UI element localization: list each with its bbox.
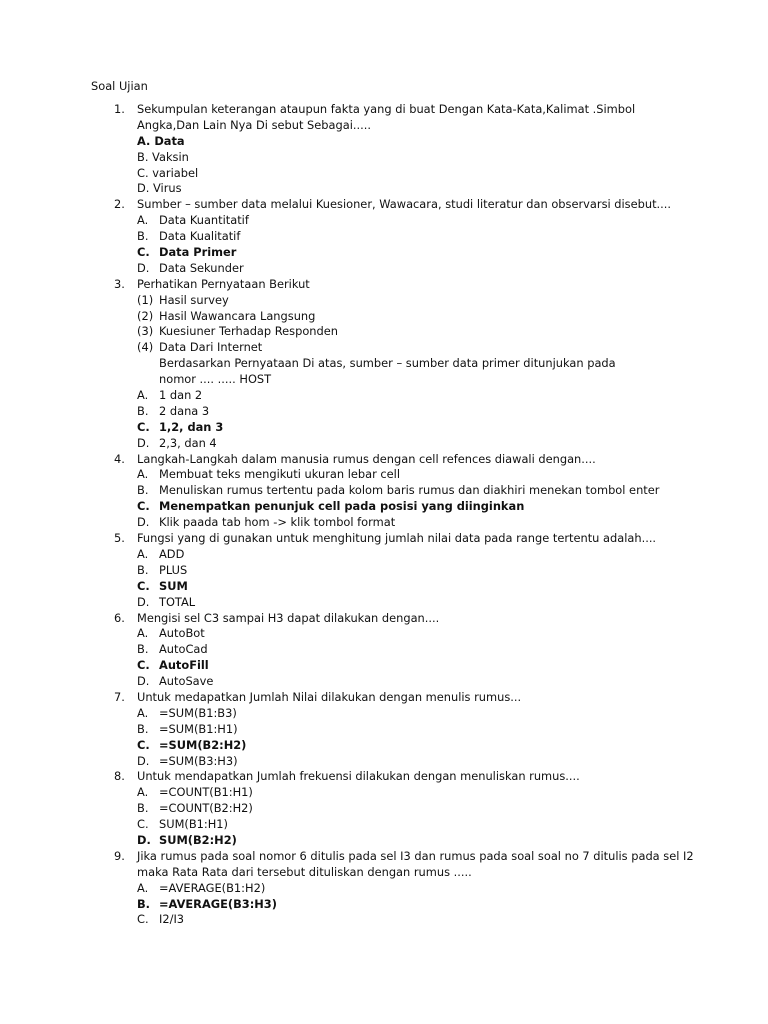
question-list <box>0 102 768 928</box>
option-text: AutoFill <box>159 658 209 673</box>
option-marker: C. <box>137 499 150 514</box>
option-text: B. Vaksin <box>137 149 189 164</box>
question-text: Perhatikan Pernyataan Berikut <box>137 276 310 291</box>
option-text: =SUM(B2:H2) <box>159 737 247 752</box>
option-marker: D. <box>137 674 150 689</box>
question-text: nomor .... ..... HOST <box>159 372 272 387</box>
answer-option <box>0 515 768 531</box>
option-marker: B. <box>137 403 149 418</box>
answer-option <box>0 134 768 150</box>
option-text: TOTAL <box>159 594 196 609</box>
question-line <box>0 102 768 118</box>
option-text: C. variabel <box>137 165 199 180</box>
answer-option <box>0 674 768 690</box>
question-line <box>0 611 768 627</box>
statement-marker: (1) <box>137 292 154 307</box>
statement-item <box>0 309 768 325</box>
option-marker: C. <box>137 578 150 593</box>
option-marker: A. <box>137 626 149 641</box>
question-text: Berdasarkan Pernyataan Di atas, sumber – sumber data primer ditunjukan pada <box>159 356 616 371</box>
question-line <box>0 118 768 134</box>
option-text: =SUM(B1:H1) <box>159 721 238 736</box>
question-number: 2. <box>114 197 125 212</box>
answer-option <box>0 563 768 579</box>
question-text: Angka,Dan Lain Nya Di sebut Sebagai..... <box>137 117 371 132</box>
option-text: 2 dana 3 <box>159 403 210 418</box>
option-marker: B. <box>137 229 149 244</box>
option-text: =COUNT(B1:H1) <box>159 785 253 800</box>
answer-option <box>0 833 768 849</box>
answer-option <box>0 626 768 642</box>
answer-option <box>0 166 768 182</box>
answer-option <box>0 706 768 722</box>
answer-option <box>0 213 768 229</box>
statement-item <box>0 324 768 340</box>
question-line <box>0 865 768 881</box>
answer-option <box>0 897 768 913</box>
answer-option <box>0 754 768 770</box>
option-marker: A. <box>137 388 149 403</box>
answer-option <box>0 245 768 261</box>
option-marker: C. <box>137 912 149 927</box>
question-line <box>0 452 768 468</box>
option-marker: B. <box>137 483 149 498</box>
answer-option <box>0 722 768 738</box>
question-text: Mengisi sel C3 sampai H3 dapat dilakukan dengan.... <box>137 610 440 625</box>
option-text: 1,2, dan 3 <box>159 419 224 434</box>
option-marker: B. <box>137 721 149 736</box>
answer-option <box>0 483 768 499</box>
option-marker: A. <box>137 785 149 800</box>
statement-text: Hasil Wawancara Langsung <box>159 308 316 323</box>
answer-option <box>0 595 768 611</box>
option-text: Data Kualitatif <box>159 229 241 244</box>
answer-option <box>0 547 768 563</box>
option-text: =COUNT(B2:H2) <box>159 801 253 816</box>
statement-text: Kuesiuner Terhadap Responden <box>159 324 338 339</box>
answer-option <box>0 229 768 245</box>
option-marker: C. <box>137 419 150 434</box>
option-text: PLUS <box>159 562 188 577</box>
option-marker: B. <box>137 642 149 657</box>
answer-option <box>0 388 768 404</box>
option-marker: B. <box>137 896 151 911</box>
answer-option <box>0 658 768 674</box>
answer-option <box>0 404 768 420</box>
question-number: 5. <box>114 531 125 546</box>
answer-option <box>0 499 768 515</box>
option-text: SUM(B1:H1) <box>159 817 228 832</box>
question-text: Untuk mendapatkan Jumlah frekuensi dilakukan dengan menuliskan rumus.... <box>137 769 580 784</box>
question-number: 8. <box>114 769 125 784</box>
option-marker: D. <box>137 515 150 530</box>
option-text: Data Kuantitatif <box>159 213 249 228</box>
question-line <box>0 769 768 785</box>
answer-option <box>0 150 768 166</box>
option-marker: B. <box>137 801 149 816</box>
question-line <box>0 277 768 293</box>
option-text: Klik paada tab hom -> klik tombol format <box>159 515 396 530</box>
option-text: 1 dan 2 <box>159 388 203 403</box>
option-text: =AVERAGE(B3:H3) <box>159 896 277 911</box>
option-text: I2/I3 <box>159 912 185 927</box>
question-number: 9. <box>114 848 125 863</box>
question-number: 6. <box>114 610 125 625</box>
question-line <box>0 356 768 372</box>
answer-option <box>0 579 768 595</box>
option-marker: D. <box>137 260 150 275</box>
question-number: 1. <box>114 102 125 116</box>
option-text: A. Data <box>137 133 185 148</box>
statement-text: Hasil survey <box>159 292 229 307</box>
option-marker: A. <box>137 213 149 228</box>
option-text: =AVERAGE(B1:H2) <box>159 880 266 895</box>
question-number: 7. <box>114 689 125 704</box>
option-text: AutoBot <box>159 626 205 641</box>
question-text: Fungsi yang di gunakan untuk menghitung jumlah nilai data pada range tertentu adalah.... <box>137 531 657 546</box>
answer-option <box>0 436 768 452</box>
option-marker: D. <box>137 832 151 847</box>
option-text: Membuat teks mengikuti ukuran lebar cell <box>159 467 400 482</box>
answer-option <box>0 801 768 817</box>
answer-option <box>0 912 768 928</box>
option-text: =SUM(B1:B3) <box>159 705 237 720</box>
page-title: Soal Ujian <box>91 79 148 93</box>
option-text: Data Primer <box>159 245 237 260</box>
statement-text: Data Dari Internet <box>159 340 263 355</box>
answer-option <box>0 420 768 436</box>
statement-item <box>0 340 768 356</box>
answer-option <box>0 881 768 897</box>
option-marker: A. <box>137 467 149 482</box>
statement-marker: (4) <box>137 340 154 355</box>
question-line <box>0 197 768 213</box>
option-text: Data Sekunder <box>159 260 244 275</box>
option-marker: A. <box>137 880 149 895</box>
question-line <box>0 849 768 865</box>
option-marker: A. <box>137 705 149 720</box>
option-text: SUM(B2:H2) <box>159 832 237 847</box>
question-text: Langkah-Langkah dalam manusia rumus dengan cell refences diawali dengan.... <box>137 451 596 466</box>
option-marker: D. <box>137 753 150 768</box>
question-line <box>0 690 768 706</box>
question-line <box>0 372 768 388</box>
option-text: SUM <box>159 578 188 593</box>
statement-marker: (2) <box>137 308 154 323</box>
option-marker: C. <box>137 817 149 832</box>
answer-option <box>0 181 768 197</box>
option-text: =SUM(B3:H3) <box>159 753 238 768</box>
option-text: Menuliskan rumus tertentu pada kolom baris rumus dan diakhiri menekan tombol enter <box>159 483 660 498</box>
option-text: AutoCad <box>159 642 208 657</box>
option-text: 2,3, dan 4 <box>159 435 217 450</box>
question-number: 4. <box>114 451 125 466</box>
option-marker: D. <box>137 594 150 609</box>
option-marker: D. <box>137 435 150 450</box>
option-text: D. Virus <box>137 181 182 196</box>
question-text: Sumber – sumber data melalui Kuesioner, Wawacara, studi literatur dan observarsi disebut.... <box>137 197 672 212</box>
question-text: Jika rumus pada soal nomor 6 ditulis pada sel I3 dan rumus pada soal soal no 7 ditulis pada sel I2 <box>137 848 694 863</box>
question-text: Sekumpulan keterangan ataupun fakta yang di buat Dengan Kata-Kata,Kalimat .Simbol <box>137 102 636 116</box>
answer-option <box>0 467 768 483</box>
statement-item <box>0 293 768 309</box>
question-text: Untuk medapatkan Jumlah Nilai dilakukan dengan menulis rumus... <box>137 689 522 704</box>
answer-option <box>0 817 768 833</box>
question-text: maka Rata Rata dari tersebut dituliskan dengan rumus ..... <box>137 864 472 879</box>
option-text: ADD <box>159 546 185 561</box>
option-text: Menempatkan penunjuk cell pada posisi yang diinginkan <box>159 499 525 514</box>
statement-marker: (3) <box>137 324 154 339</box>
answer-option <box>0 642 768 658</box>
question-line <box>0 531 768 547</box>
option-marker: C. <box>137 737 150 752</box>
option-marker: B. <box>137 562 149 577</box>
option-text: AutoSave <box>159 674 214 689</box>
answer-option <box>0 738 768 754</box>
question-number: 3. <box>114 276 125 291</box>
option-marker: C. <box>137 658 150 673</box>
option-marker: A. <box>137 546 149 561</box>
answer-option <box>0 261 768 277</box>
answer-option <box>0 785 768 801</box>
option-marker: C. <box>137 245 150 260</box>
